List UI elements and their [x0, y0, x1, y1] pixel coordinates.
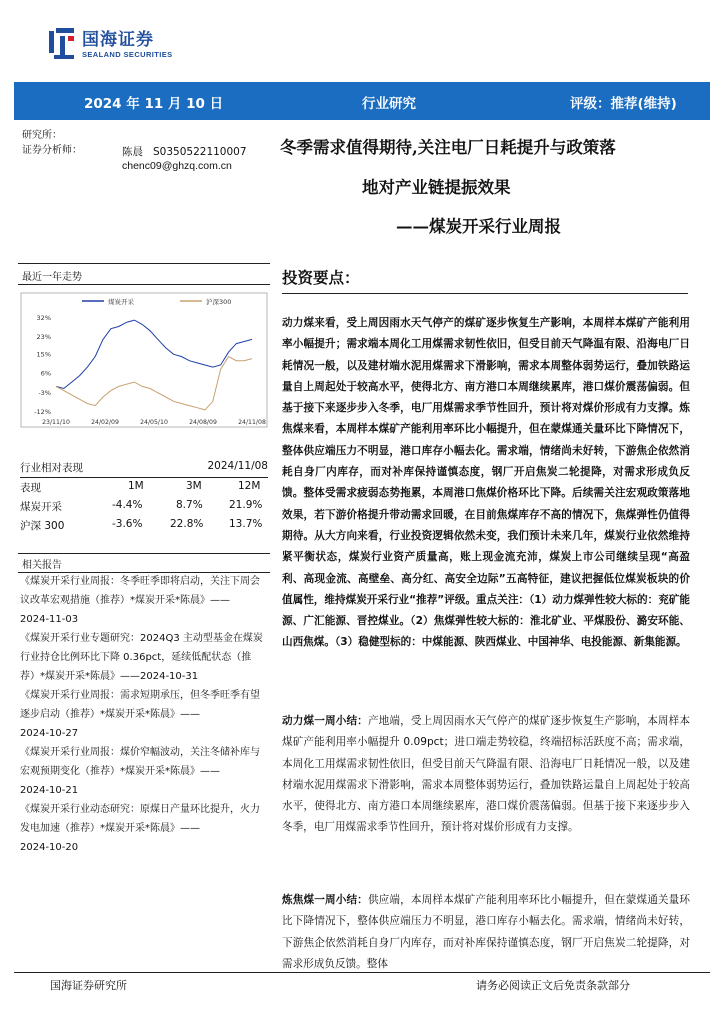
y-tick-label: 23% [36, 333, 51, 342]
list-item[interactable]: 《煤炭开采行业专题研究：2024Q3 主动型基金在煤炭行业持仓比例环比下降 0.36pct，延续低配状态（推荐）*煤炭开采*陈晨》——2024-10-31 [20, 633, 263, 682]
trend-chart [20, 292, 270, 432]
report-title-line1: 冬季需求值得期待,关注电厂日耗提升与政策落 [280, 138, 616, 157]
chart-frame [21, 293, 267, 427]
analyst-cert-no: S0350522110007 [153, 146, 247, 158]
coking-coal-body: 供应端，本周样本煤矿产能利用率环比小幅提升，但在蒙煤通关量环比下降情况下，整体供应端压力不明显，港口库存小幅去化。需求端，情绪尚未好转，下游焦企依然消耗自身厂内库存，而对补库保持谨慎态度，钢厂开启焦炭二轮提降，对需求形成负反馈。整体 [282, 894, 691, 970]
perf-col-12m: 12M [238, 480, 261, 492]
x-tick-label: 24/02/09 [91, 419, 119, 426]
research-dept-label: 研究所： [22, 130, 62, 141]
series-line-沪深300 [56, 357, 252, 410]
brand-name-en: SEALAND SECURITIES [82, 49, 173, 59]
divider [282, 293, 688, 294]
x-tick-label: 23/11/10 [42, 419, 70, 426]
analyst-labels [22, 128, 82, 158]
perf-column-headers [20, 478, 268, 497]
y-tick-label: -3% [38, 388, 51, 397]
logo-mark-icon [48, 27, 76, 61]
list-item[interactable]: 《煤炭开采行业周报：煤价窄幅波动，关注冬储补库与宏观预期变化（推荐）*煤炭开采*陈晨》—— 2024-10-21 [20, 747, 260, 796]
series-line-煤炭开采 [56, 320, 252, 388]
y-tick-label: 15% [36, 350, 51, 359]
thermal-coal-summary [282, 711, 690, 839]
y-tick-label: -12% [34, 408, 51, 416]
y-tick-label: 32% [36, 314, 51, 322]
perf-col-1m: 1M [128, 480, 144, 492]
chart-section-label: 最近一年走势 [22, 272, 82, 283]
related-reports-label: 相关报告 [22, 560, 62, 571]
thermal-coal-body: 产地端，受上周因雨水天气停产的煤矿逐步恢复生产影响，本周样本煤矿产能利用率小幅提升 0.09pct；进口端走势较稳，终端招标活跃度不高；需求端，本周化工用煤需求韧性依旧，但受目前天气降温有限、沿海电厂日耗情况一般，以及建材端水泥用煤需求下滑影响，需求本周整体弱势运行，叠加铁路运量自上周起处于较高水平，使得北方、南方港口本周继续累库，港口煤价震荡偏弱。但基于接下来逐步步入冬季，电厂用煤需求季节性回升，预计将对煤价形成有力支撑。 [282, 715, 691, 834]
analyst-cert-label: 证券分析师： [22, 145, 82, 156]
table-row [20, 497, 268, 516]
list-item[interactable]: 《煤炭开采行业周报：冬季旺季即将启动，关注下周会议改革宏观措施（推荐）*煤炭开采*陈晨》—— 2024-11-03 [20, 576, 260, 625]
analyst-email[interactable]: chenc09@ghzq.com.cn [122, 160, 232, 172]
perf-row-1m: -4.4% [112, 499, 143, 511]
report-subtitle: ——煤炭开采行业周报 [396, 217, 561, 236]
analyst-name-line [122, 144, 247, 159]
coking-coal-lead: 炼焦煤一周小结： [282, 894, 368, 906]
brand-name-cn: 国海证券 [82, 29, 154, 50]
divider [18, 263, 270, 264]
legend-label: 煤炭开采 [108, 298, 134, 306]
thermal-coal-lead: 动力煤一周小结： [282, 715, 368, 727]
list-item[interactable]: 《煤炭开采行业动态研究：原煤日产量环比提升，火力发电加速（推荐）*煤炭开采*陈晨》—— 2024-10-20 [20, 804, 260, 853]
list-item[interactable]: 《煤炭开采行业周报：需求短期承压，但冬季旺季有望逐步启动（推荐）*煤炭开采*陈晨》—— 2024-10-27 [20, 690, 260, 739]
x-tick-label: 24/08/09 [189, 419, 217, 426]
report-title-line2: 地对产业链提振效果 [362, 178, 511, 197]
legend-label: 沪深300 [206, 298, 232, 306]
perf-label: 行业相对表现 [20, 462, 83, 474]
perf-header [20, 458, 268, 477]
report-date: 2024 年 11 月 10 日 [84, 96, 224, 112]
divider [18, 553, 270, 554]
divider [14, 972, 710, 973]
perf-row-12m: 21.9% [229, 499, 263, 511]
x-tick-label: 24/05/10 [140, 419, 168, 426]
perf-row-name: 煤炭开采 [20, 501, 62, 513]
perf-col-name: 表现 [20, 482, 41, 494]
perf-row-3m: 8.7% [176, 499, 203, 511]
footer-left: 国海证券研究所 [50, 979, 127, 992]
perf-date: 2024/11/08 [207, 460, 268, 472]
header-banner [14, 82, 710, 120]
brand-logo [48, 24, 173, 64]
investment-main-text: 动力煤来看，受上周因雨水天气停产的煤矿逐步恢复生产影响，本周样本煤矿产能利用率小幅提升；需求端本周化工用煤需求韧性依旧，但受目前天气降温有限、沿海电厂日耗情况一般，以及建材端水泥用煤需求下滑影响，需求本周整体弱势运行，叠加铁路运量自上周起处于较高水平，使得北方、南方港口本周继续累库，港口煤价震荡偏弱。但基于接下来逐步步入冬季，电厂用煤需求季节性回升，预计将对煤价形成有力支撑。炼焦煤来看，本周样本煤矿产能利用率环比小幅提升，但在蒙煤通关量环比下降情况下，整体供应端压力不明显，港口库存小幅去化。需求端，情绪尚未好转，下游焦企依然消耗自身厂内库存，而对补库保持谨慎态度，钢厂开启焦炭二轮提降，对需求形成负反馈。整体受需求疲弱态势拖累，本周港口焦煤价格环比下降。后续需关注宏观政策落地效果，若下游价格提升带动需求回暖，在目前焦煤库存不高的情况下，焦煤弹性仍值得期待。从大方向来看，行业投资逻辑依然未变，我们预计未来几年，煤炭行业依然维持紧平衡状态，煤炭行业资产质量高，账上现金流充沛，煤炭上市公司继续呈现“高盈利、高现金流、高壁垒、高分红、高安全边际”五高特征，建议把握低位煤炭板块的价值属性，维持煤炭开采行业“推荐”评级。重点关注：（1）动力煤弹性较大标的：兖矿能源、广汇能源、晋控煤业。（2）焦煤弹性较大标的：淮北矿业、平煤股份、潞安环能、山西焦煤。（3）稳健型标的：中煤能源、陕西煤业、中国神华、电投能源、新集能源。 [282, 317, 690, 649]
footer-disclaimer: 请务必阅读正文后免责条款部分 [476, 979, 630, 992]
report-rating: 评级：推荐(维持) [570, 96, 677, 112]
perf-row-1m: -3.6% [112, 518, 143, 530]
analyst-name: 陈晨 [122, 146, 143, 158]
table-row [20, 516, 268, 535]
relative-performance [20, 458, 268, 535]
perf-row-name: 沪深 300 [20, 520, 65, 532]
perf-row-3m: 22.8% [170, 518, 204, 530]
y-tick-label: 6% [40, 369, 51, 378]
divider [18, 284, 270, 285]
perf-row-12m: 13.7% [229, 518, 263, 530]
x-tick-label: 24/11/08 [238, 419, 266, 426]
perf-col-3m: 3M [186, 480, 202, 492]
coking-coal-summary [282, 890, 690, 975]
report-category: 行业研究 [362, 96, 416, 112]
investment-title: 投资要点： [282, 268, 360, 287]
related-reports-list [20, 572, 266, 857]
